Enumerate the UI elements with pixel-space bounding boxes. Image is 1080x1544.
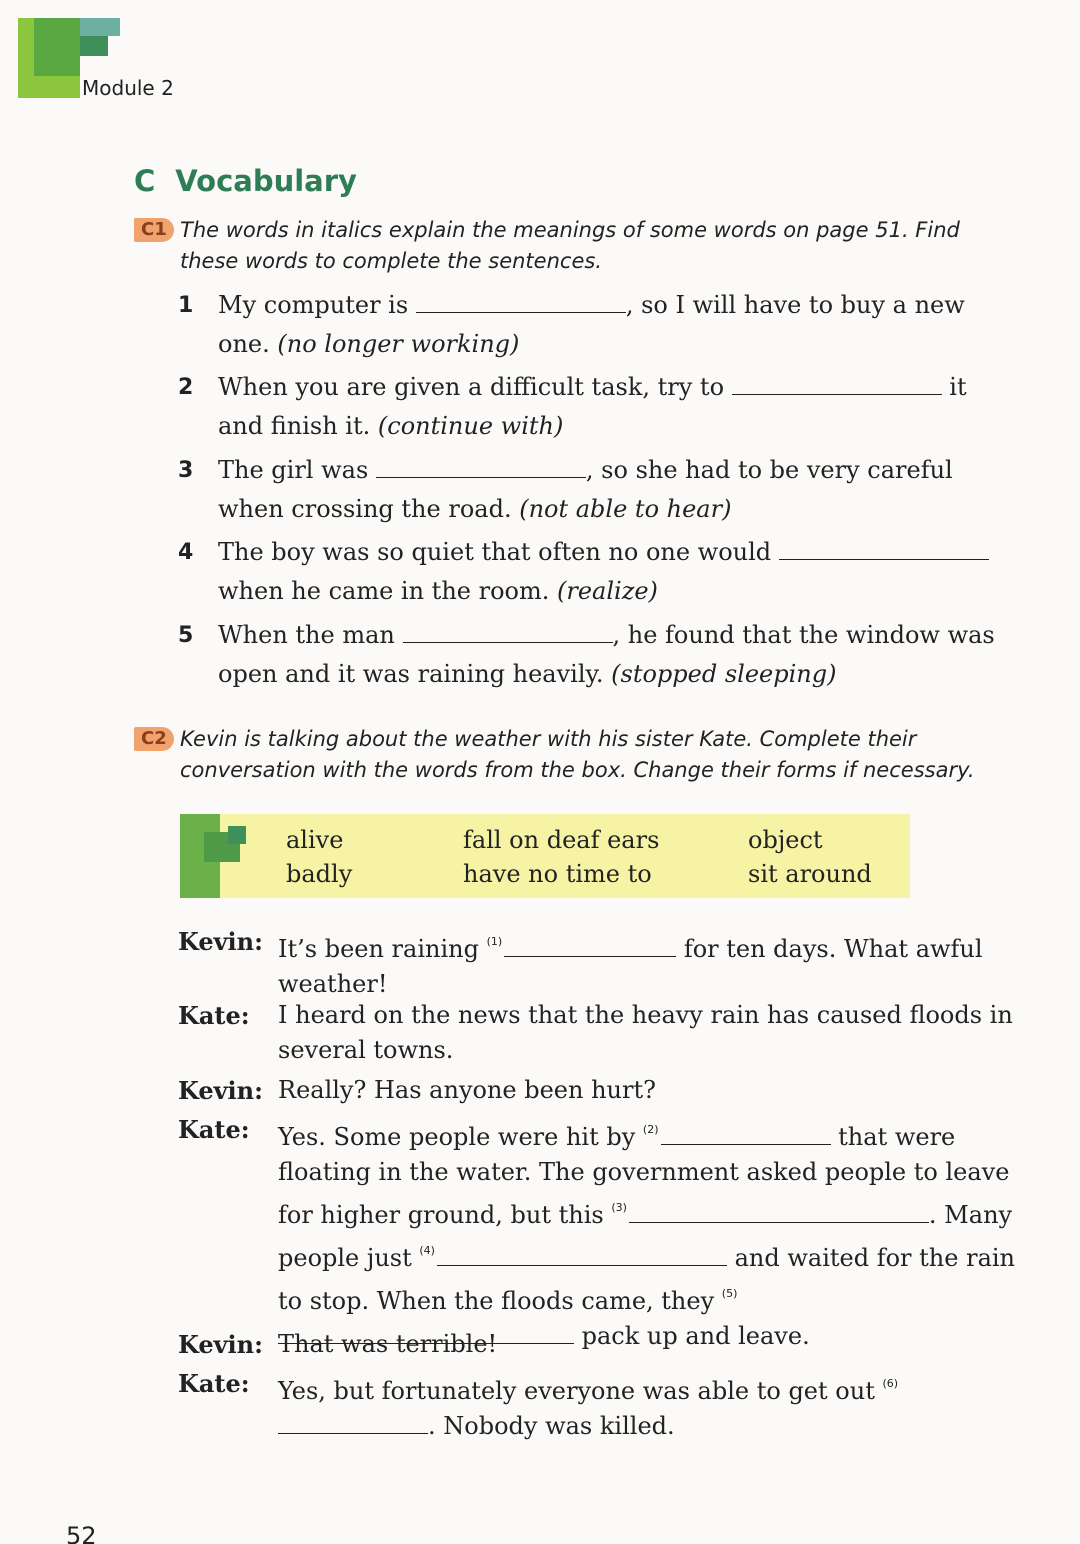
answer-blank[interactable] xyxy=(437,1244,727,1266)
dialog-text: . Nobody was killed. xyxy=(428,1412,675,1440)
item-text: , so she had to be very careful when crossing the road. xyxy=(218,456,953,523)
item-number: 2 xyxy=(178,375,194,400)
c1-item-5 xyxy=(178,616,1008,694)
dialog-line-2 xyxy=(178,998,1028,1068)
blank-number: (6) xyxy=(882,1377,899,1390)
item-text: The girl was xyxy=(218,456,376,484)
dialog-line-6 xyxy=(178,1366,1028,1444)
blank-number: (4) xyxy=(419,1244,435,1257)
dialog-text: . Many people just xyxy=(278,1201,1013,1272)
dialog-text: It’s been raining xyxy=(278,935,487,963)
word-box-item: sit around xyxy=(748,860,872,888)
speaker-name: Kevin: xyxy=(178,1076,263,1105)
item-text: When you are given a difficult task, try to xyxy=(218,373,732,401)
dialog-text: that were floating in the water. The government asked people to leave for higher ground, but this xyxy=(278,1123,1010,1229)
section-title-text: Vocabulary xyxy=(175,164,357,198)
word-box xyxy=(180,814,910,898)
item-hint: (not able to hear) xyxy=(519,495,732,523)
item-text: , he found that the window was open and it was raining heavily. xyxy=(218,621,995,688)
speaker-name: Kevin: xyxy=(178,1330,263,1359)
dialog-line-4 xyxy=(178,1112,1028,1354)
word-box-item: object xyxy=(748,826,823,854)
answer-blank[interactable] xyxy=(376,456,586,478)
blank-number: (1) xyxy=(486,935,503,948)
answer-blank[interactable] xyxy=(403,621,613,643)
dialog-line-5 xyxy=(178,1327,1028,1362)
dialog-text: I heard on the news that the heavy rain has caused floods in several towns. xyxy=(278,1001,1013,1064)
c2-instruction: Kevin is talking about the weather with his sister Kate. Complete their conversation with the words from the box. Change their forms if necessary. xyxy=(180,727,975,782)
dialog-text: and waited for the rain to stop. When the floods came, they xyxy=(278,1244,1016,1315)
dialog-text: That was terrible! xyxy=(278,1330,498,1358)
item-number: 1 xyxy=(178,293,194,318)
item-text: When the man xyxy=(218,621,403,649)
word-box-item: alive xyxy=(286,826,344,854)
blank-number: (3) xyxy=(611,1201,627,1214)
answer-blank[interactable] xyxy=(278,1412,428,1434)
c1-instruction: The words in italics explain the meanings of some words on page 51. Find these words to complete the sentences. xyxy=(180,218,960,273)
answer-blank[interactable] xyxy=(416,291,626,313)
speaker-name: Kate: xyxy=(178,1001,250,1030)
answer-blank[interactable] xyxy=(732,373,942,395)
item-hint: (no longer working) xyxy=(277,330,520,358)
section-letter: C xyxy=(134,164,156,198)
page-number: 52 xyxy=(66,1522,97,1544)
item-text: My computer is xyxy=(218,291,416,319)
dialog-text: Really? Has anyone been hurt? xyxy=(278,1076,656,1104)
answer-blank[interactable] xyxy=(779,538,989,560)
c1-item-3 xyxy=(178,451,1008,529)
item-number: 3 xyxy=(178,458,194,483)
speaker-name: Kate: xyxy=(178,1115,250,1144)
item-text: when he came in the room. xyxy=(218,577,557,605)
dialog-text: Yes. Some people were hit by xyxy=(278,1123,643,1151)
dialog-text: Yes, but fortunately everyone was able to get out xyxy=(278,1377,883,1405)
dialog-line-3 xyxy=(178,1073,1028,1108)
dialog-text: pack up and leave. xyxy=(574,1322,810,1350)
dialog-text: for ten days. What awful weather! xyxy=(278,935,983,998)
section-title xyxy=(134,164,357,198)
item-number: 4 xyxy=(178,540,194,565)
answer-blank[interactable] xyxy=(629,1201,929,1223)
answer-blank[interactable] xyxy=(661,1123,831,1145)
item-hint: (realize) xyxy=(557,577,658,605)
c1-badge: C1 xyxy=(134,218,174,242)
item-hint: (continue with) xyxy=(377,412,564,440)
c1-item-4 xyxy=(178,533,1008,611)
item-text: , so I will have to buy a new one. xyxy=(218,291,965,358)
answer-blank[interactable] xyxy=(504,935,676,957)
word-box-item: have no time to xyxy=(463,860,652,888)
item-text: The boy was so quiet that often no one would xyxy=(218,538,779,566)
word-box-item: fall on deaf ears xyxy=(463,826,660,854)
speaker-name: Kevin: xyxy=(178,927,263,956)
blank-number: (5) xyxy=(721,1287,738,1300)
c1-item-2 xyxy=(178,368,1008,446)
blank-number: (2) xyxy=(642,1123,659,1136)
c1-item-1 xyxy=(178,286,1008,364)
speaker-name: Kate: xyxy=(178,1369,250,1398)
word-box-item: badly xyxy=(286,860,353,888)
item-number: 5 xyxy=(178,623,194,648)
c2-badge: C2 xyxy=(134,727,174,751)
item-text: it and finish it. xyxy=(218,373,967,440)
module-label: Module 2 xyxy=(82,76,174,100)
item-hint: (stopped sleeping) xyxy=(611,660,837,688)
dialog-line-1 xyxy=(178,924,1028,1002)
